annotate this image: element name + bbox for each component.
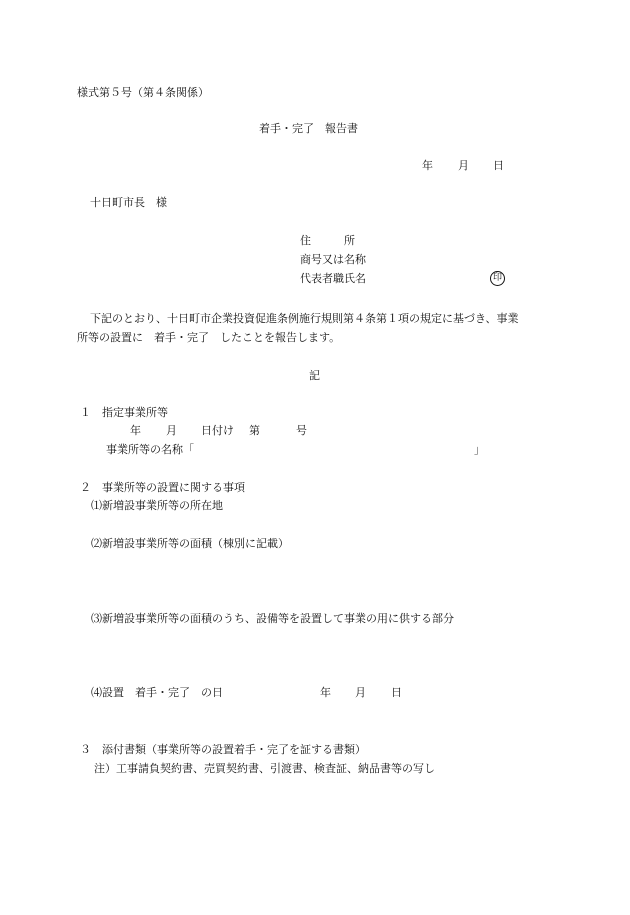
- section2-item4-day: 日: [391, 686, 402, 699]
- body-line-2: 所等の設置に 着手・完了 したことを報告します。: [77, 331, 341, 344]
- section2-item3: ⑶新増設事業所等の面積のうち、設備等を設置して事業の用に供する部分: [91, 612, 454, 625]
- seal-mark: 印: [490, 271, 505, 286]
- body-line-1: 下記のとおり、十日町市企業投資促進条例施行規則第４条第１項の規定に基づき、事業: [90, 312, 519, 325]
- section1-heading: １ 指定事業所等: [80, 406, 168, 419]
- section3-heading: ３ 添付書類（事業所等の設置着手・完了を証する書類）: [80, 743, 366, 756]
- section1-month: 月: [166, 424, 177, 437]
- office-name-close: 」: [474, 443, 485, 456]
- date-day: 日: [493, 159, 504, 172]
- section1-dated: 日付け: [201, 424, 234, 437]
- office-name-label: 事業所等の名称「: [106, 443, 194, 456]
- section1-go: 号: [296, 424, 307, 437]
- section1-dai: 第: [249, 424, 260, 437]
- section3-note: 注）工事請負契約書、売買契約書、引渡書、検査証、納品書等の写し: [94, 762, 435, 775]
- document-title: 着手・完了 報告書: [259, 122, 358, 135]
- date-month: 月: [458, 159, 469, 172]
- representative-label: 代表者職氏名: [300, 272, 366, 285]
- section2-item4-month: 月: [355, 686, 366, 699]
- section2-item4: ⑷設置 着手・完了 の日: [91, 686, 223, 699]
- section2-item1: ⑴新増設事業所等の所在地: [91, 499, 223, 512]
- section1-year: 年: [130, 424, 141, 437]
- address-label: 住 所: [300, 234, 355, 247]
- section2-heading: ２ 事業所等の設置に関する事項: [80, 481, 245, 494]
- ki-heading: 記: [309, 369, 320, 382]
- date-year: 年: [422, 159, 433, 172]
- section2-item4-year: 年: [320, 686, 331, 699]
- section2-item2: ⑵新増設事業所等の面積（棟別に記載）: [91, 537, 289, 550]
- addressee: 十日町市長 様: [90, 196, 167, 209]
- company-name-label: 商号又は名称: [300, 253, 366, 266]
- form-number: 様式第５号（第４条関係）: [77, 86, 209, 99]
